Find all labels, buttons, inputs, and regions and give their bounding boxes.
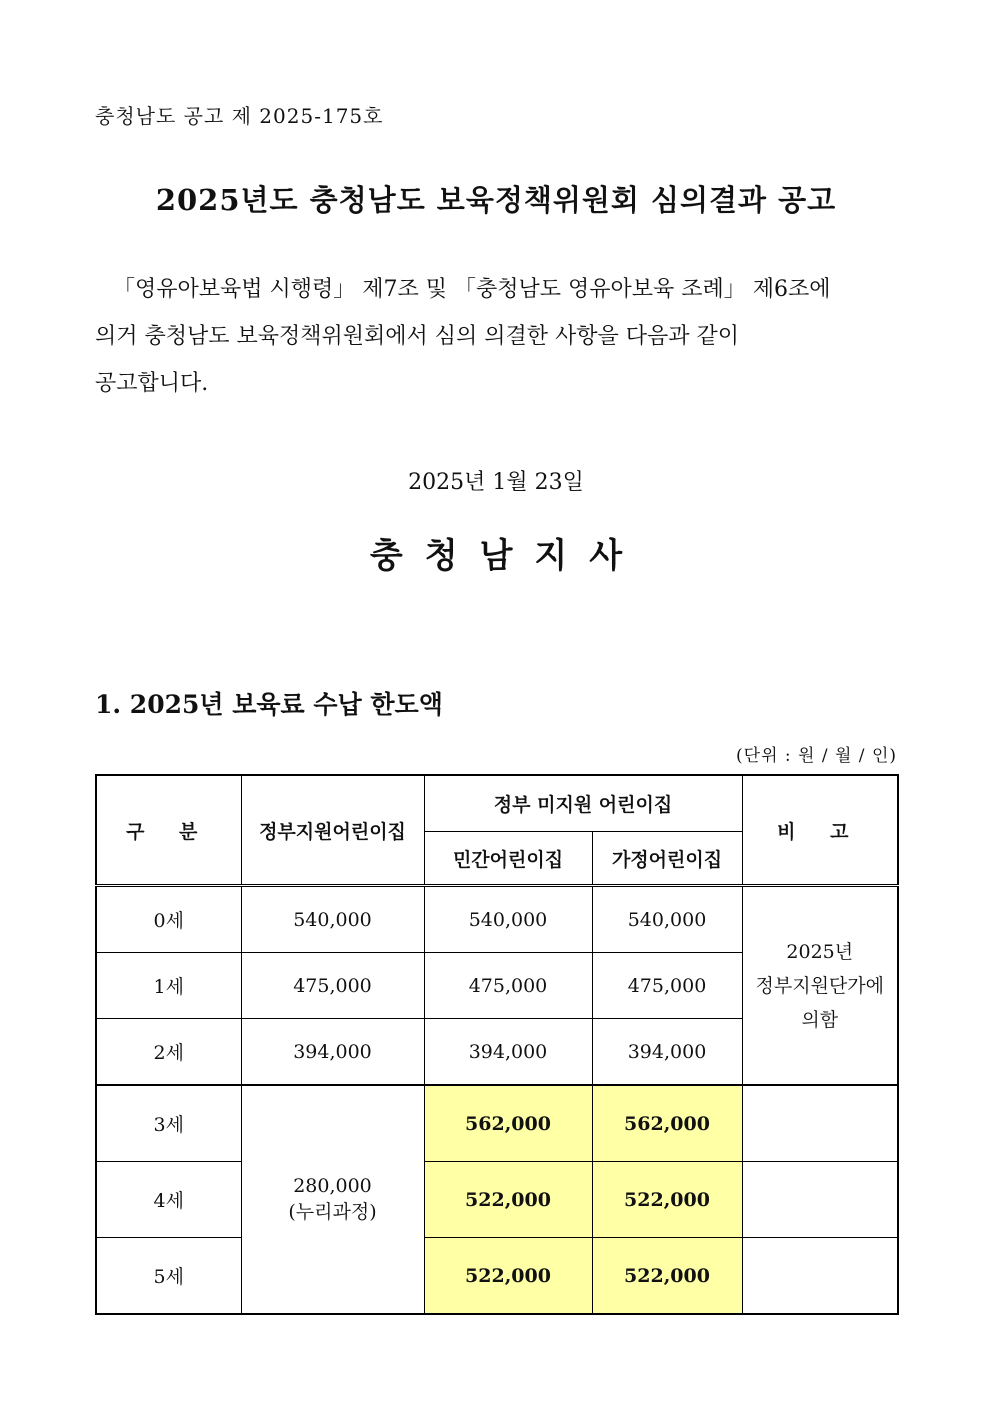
body-line-1: 「영유아보육법 시행령」 제7조 및 「충청남도 영유아보육 조례」 제6조에 bbox=[113, 277, 831, 302]
remark-cell bbox=[742, 1085, 898, 1162]
body-line-3: 공고합니다. bbox=[95, 371, 209, 396]
table-row bbox=[96, 1238, 898, 1315]
remark-cell bbox=[742, 1238, 898, 1315]
issuer-name: 충청남지사 bbox=[369, 536, 645, 576]
document-title: 2025년도 충청남도 보육정책위원회 심의결과 공고 bbox=[155, 183, 837, 217]
private-fee-cell: 522,000 bbox=[424, 1238, 592, 1315]
header-private: 민간어린이집 bbox=[424, 832, 592, 886]
remark-line: 의함 bbox=[801, 1008, 839, 1031]
remark-line: 2025년 bbox=[786, 940, 854, 963]
table-row bbox=[96, 886, 898, 953]
age-cell: 1세 bbox=[96, 953, 241, 1019]
age-cell: 2세 bbox=[96, 1019, 241, 1086]
remark-cell bbox=[742, 1162, 898, 1238]
table-row bbox=[96, 1085, 898, 1162]
header-remarks: 비 고 bbox=[742, 775, 898, 886]
body-paragraph bbox=[95, 266, 897, 407]
age-cell: 4세 bbox=[96, 1162, 241, 1238]
fee-limit-table bbox=[95, 774, 899, 1315]
nuri-fee-cell bbox=[241, 1085, 424, 1314]
notice-date: 2025년 1월 23일 bbox=[408, 470, 584, 495]
home-fee-cell: 562,000 bbox=[592, 1085, 742, 1162]
gov-fee-cell: 394,000 bbox=[241, 1019, 424, 1086]
nuri-amount: 280,000 bbox=[293, 1175, 372, 1197]
table-row bbox=[96, 1162, 898, 1238]
age-cell: 0세 bbox=[96, 886, 241, 953]
home-fee-cell: 522,000 bbox=[592, 1162, 742, 1238]
home-fee-cell: 522,000 bbox=[592, 1238, 742, 1315]
private-fee-cell: 394,000 bbox=[424, 1019, 592, 1086]
private-fee-cell: 540,000 bbox=[424, 886, 592, 953]
header-non-supported: 정부 미지원 어린이집 bbox=[424, 775, 742, 832]
remark-line: 정부지원단가에 bbox=[755, 974, 884, 997]
table-header-row bbox=[96, 775, 898, 832]
remark-young-ages bbox=[742, 886, 898, 1086]
notice-number: 충청남도 공고 제 2025-175호 bbox=[95, 104, 384, 128]
unit-note: (단위 : 원 / 월 / 인) bbox=[736, 746, 897, 766]
gov-fee-cell: 540,000 bbox=[241, 886, 424, 953]
age-cell: 3세 bbox=[96, 1085, 241, 1162]
gov-fee-cell: 475,000 bbox=[241, 953, 424, 1019]
private-fee-cell: 562,000 bbox=[424, 1085, 592, 1162]
nuri-label: (누리과정) bbox=[288, 1201, 377, 1223]
private-fee-cell: 475,000 bbox=[424, 953, 592, 1019]
header-category: 구 분 bbox=[96, 775, 241, 886]
header-gov-supported: 정부지원어린이집 bbox=[241, 775, 424, 886]
age-cell: 5세 bbox=[96, 1238, 241, 1315]
private-fee-cell: 522,000 bbox=[424, 1162, 592, 1238]
home-fee-cell: 394,000 bbox=[592, 1019, 742, 1086]
home-fee-cell: 540,000 bbox=[592, 886, 742, 953]
home-fee-cell: 475,000 bbox=[592, 953, 742, 1019]
section-heading: 1. 2025년 보육료 수납 한도액 bbox=[95, 690, 443, 719]
body-line-2: 의거 충청남도 보육정책위원회에서 심의 의결한 사항을 다음과 같이 bbox=[95, 324, 740, 349]
header-home: 가정어린이집 bbox=[592, 832, 742, 886]
